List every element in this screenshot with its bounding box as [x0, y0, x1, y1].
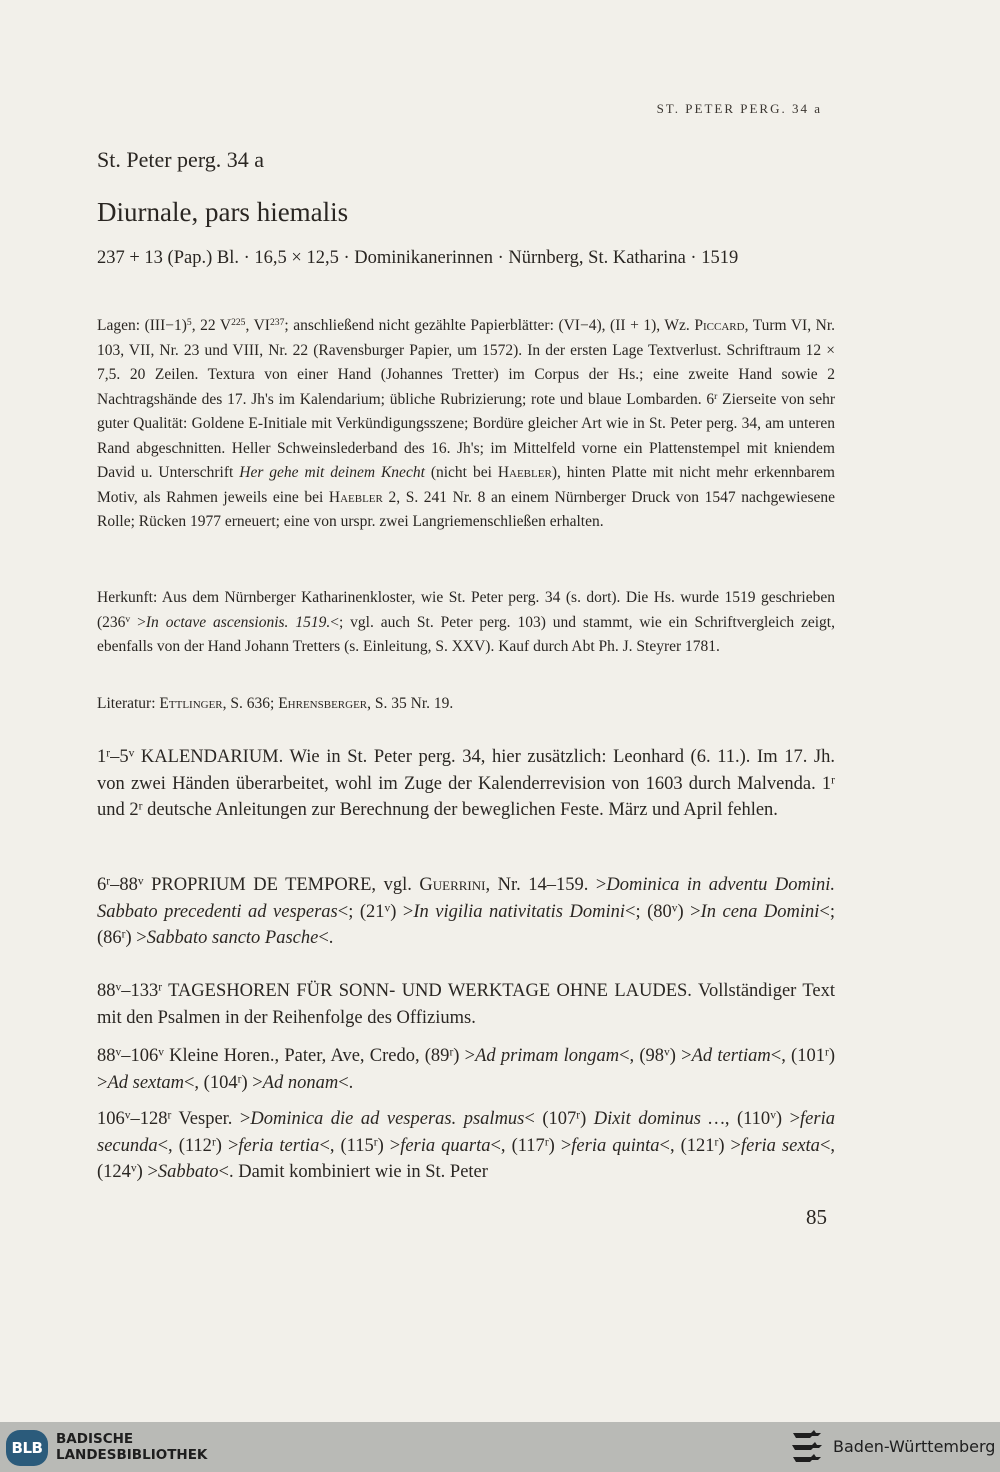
blb-logo[interactable]: BLB [6, 1430, 48, 1466]
blb-name[interactable] [56, 1431, 207, 1463]
section-kalendarium: 1$^r$–5$^v$ KALENDARIUM. Wie in St. Peter perg. 34, hier zusätzlich: Leonhard (6. 11.). Im 17. Jh. von zwei Händen überarbeitet, wohl im Zuge der Kalenderrevision von 1603 durch Malvenda. 1$^r$ und 2$^r$ deutsche Anleitungen zur Berechnung der beweglichen Feste. März und April fehlen. [97, 747, 835, 820]
codicological-description: Lagen: $(III-1)^5$, 22 $V^{225}$, VI$^{237}$; anschließend nicht gezählte Papierblätter: (VI−4), (II + 1), Wz. Piccard, Turm VI, Nr. 103, VII, Nr. 23 und VIII, Nr. 22 (Ravensburger Papier, um 1572). In der ersten Lage Textverlust. Schriftraum 12 × 7,5. 20 Zeilen. Textura von einer Hand (Johannes Tretter) im Corpus der Hs.; eine zweite Hand sowie 2 Nachtragshände des 17. Jh's im Kalendarium; übliche Rubrizierung; rote und blaue Lombarden. 6$^r$ Zierseite von sehr guter Qualität: Goldene E-Initiale mit Verkündigungsszene; Bordüre gleicher Art wie in St. Peter perg. 34, am unteren Rand abgeschnitten. Heller Schweinslederband des 16. Jh's; im Mittelfeld vorne ein Plattenstempel mit kniendem David u. Unterschrift Her gehe mit deinem Knecht (nicht bei Haebler), hinten Platte mit nicht mehr erkennbarem Motiv, als Rahmen jeweils eine bei Haebler 2, S. 241 Nr. 8 an einem Nürnberger Druck von 1547 nachgewiesene Rolle; Rücken 1977 erneuert; eine von urspr. zwei Langriemenschließen erhalten. [97, 317, 836, 530]
page-number: 85 [806, 1205, 827, 1229]
footer-bar [0, 1422, 1000, 1472]
bw-name[interactable]: Baden-Württemberg [833, 1437, 996, 1456]
section-tageshoren: 88$^v$–133$^r$ TAGESHOREN FÜR SONN- UND WERKTAGE OHNE LAUDES. Vollständiger Text mit den Psalmen in der Reihenfolge des Offiziums. [97, 981, 835, 1028]
literature-paragraph: Literatur: Ettlinger, S. 636; Ehrensberger, S. 35 Nr. 19. [97, 695, 454, 712]
physical-description-line: 237 + 13 (Pap.) Bl. · 16,5 × 12,5 · Dominikanerinnen · Nürnberg, St. Katharina · 1519 [97, 248, 739, 268]
blb-name-line1: BADISCHE [56, 1431, 134, 1447]
section-vesper: 106$^v$–128$^r$ Vesper. >Dominica die ad vesperas. psalmus< $(107^r)$ Dixit dominus …, $(110^v)$ >feria secunda<, $(112^r)$ >feria tertia<, $(115^r)$ >feria quarta<, $(117^r)$ >feria quinta<, $(121^r)$ >feria sexta<, $(124^v)$ >Sabbato<. Damit kombiniert wie in St. Peter [97, 1109, 835, 1182]
running-head: ST. PETER PERG. 34 a [656, 101, 822, 116]
manuscript-title: Diurnale, pars hiemalis [97, 197, 349, 227]
baden-wuerttemberg-lions-icon [790, 1428, 824, 1468]
provenance-paragraph: Herkunft: Aus dem Nürnberger Katharinenkloster, wie St. Peter perg. 34 (s. dort). Die Hs. wurde 1519 geschrieben ($236^v >In$ octave ascensionis. 1519.<; vgl. auch St. Peter perg. 103) und stammt, wie ein Schriftvergleich zeigt, ebenfalls von der Hand Johann Tretters (s. Einleitung, S. XXV). Kauf durch Abt Ph. J. Steyrer 1781. [97, 589, 835, 655]
section-kleine-horen: 88$^v$–106$^v$ Kleine Horen., Pater, Ave, Credo, $(89^r) >Ad$ primam longam<, $(98^v) >Ad$ tertiam<, $(101^r) >Ad$ sextam<, $(104^r) >Ad$ nonam<. [97, 1046, 835, 1093]
binding-inscription: Her gehe mit deinem Knecht [239, 464, 425, 481]
blb-name-line2: LANDESBIBLIOTHEK [56, 1447, 208, 1463]
shelfmark: St. Peter perg. 34 a [97, 147, 265, 172]
section-proprium: 6$^r$–88$^v$ PROPRIUM DE TEMPORE, vgl. Guerrini, Nr. 14–159. >Dominica in adventu Domini. Sabbato precedenti ad vesperas<; $(21^v) >In$ vigilia nativitatis Domini<; $(80^v) >In$ cena Domini<; $(86^r)$ >Sabbato sancto Pasche<. [97, 875, 835, 948]
